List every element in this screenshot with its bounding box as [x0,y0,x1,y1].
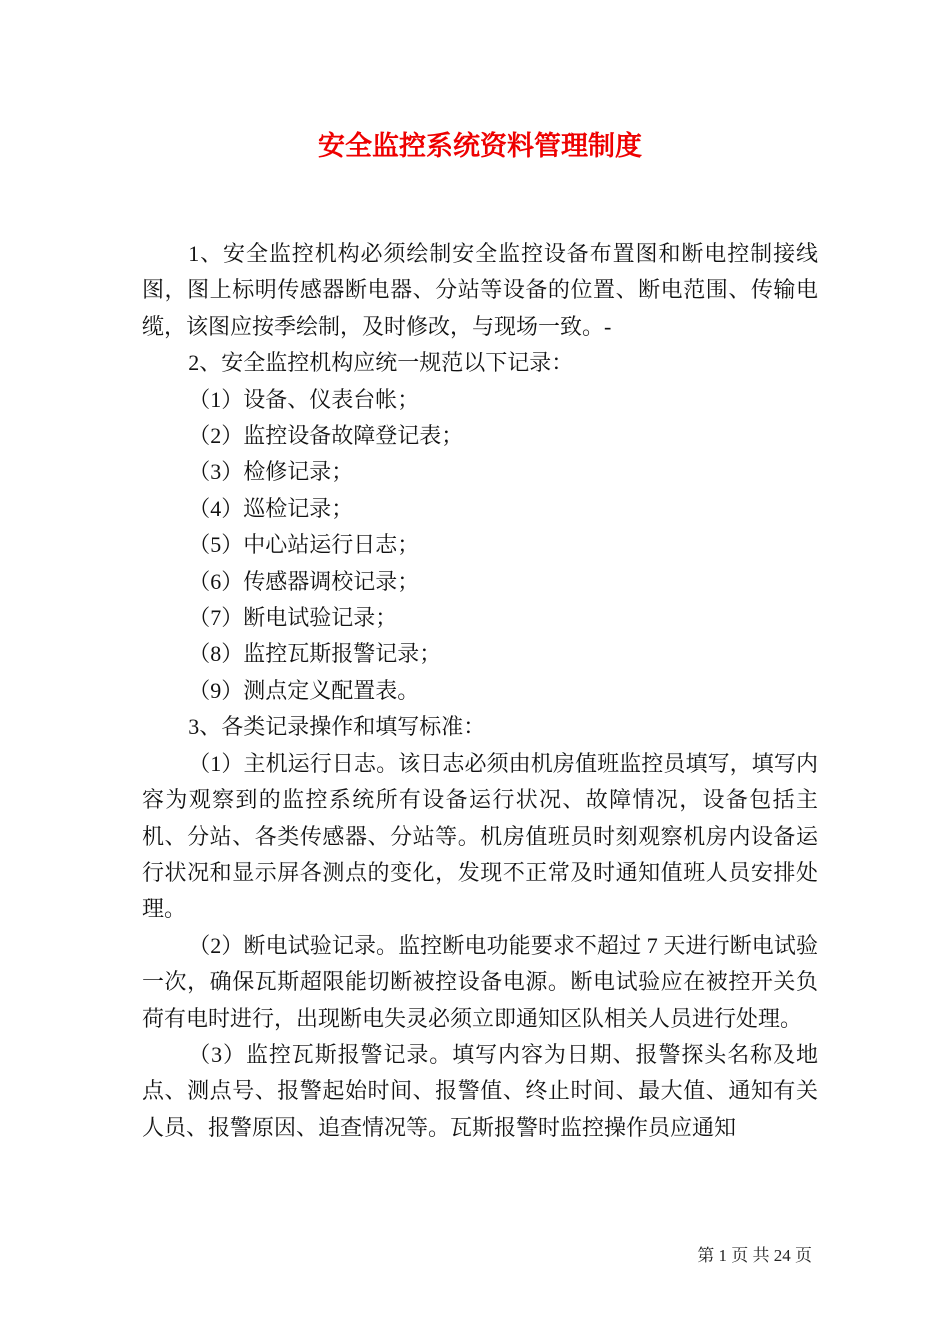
paragraph-standard-2: （2）断电试验记录。监控断电功能要求不超过 7 天进行断电试验一次，确保瓦斯超限能切断被控设备电源。断电试验应在被控开关负荷有电时进行，出现断电失灵必须立即通知区队相关人员进行处理。 [142,932,818,1031]
list-item-7: （7）断电试验记录； [188,605,398,631]
list-item-5: （5）中心站运行日志； [188,532,420,558]
paragraph-rule-3: 3、各类记录操作和填写标准： [188,714,486,740]
document-body [142,236,818,1146]
list-item-1: （1）设备、仪表台帐； [188,386,420,412]
list-item-8: （8）监控瓦斯报警记录； [188,641,442,667]
list-item-4: （4）巡检记录； [188,495,354,521]
paragraph-rule-2: 2、安全监控机构应统一规范以下记录： [188,350,574,376]
document-title: 安全监控系统资料管理制度 [318,131,642,161]
page-number-footer: 第 1 页 共 24 页 [697,1246,812,1265]
list-item-9: （9）测点定义配置表。 [188,677,420,703]
list-item-2: （2）监控设备故障登记表； [188,423,464,449]
paragraph-standard-1: （1）主机运行日志。该日志必须由机房值班监控员填写，填写内容为观察到的监控系统所有设备运行状况、故障情况，设备包括主机、分站、各类传感器、分站等。机房值班员时刻观察机房内设备运行状况和显示屏各测点的变化，发现不正常及时通知值班人员安排处理。 [142,750,818,922]
paragraph-standard-3: （3）监控瓦斯报警记录。填写内容为日期、报警探头名称及地点、测点号、报警起始时间、报警值、终止时间、最大值、通知有关人员、报警原因、追查情况等。瓦斯报警时监控操作员应通知 [142,1041,818,1140]
list-item-3: （3）检修记录； [188,459,354,485]
list-item-6: （6）传感器调校记录； [188,568,420,594]
paragraph-rule-1: 1、安全监控机构必须绘制安全监控设备布置图和断电控制接线图，图上标明传感器断电器、分站等设备的位置、断电范围、传输电缆，该图应按季绘制，及时修改，与现场一致。- [142,241,818,339]
